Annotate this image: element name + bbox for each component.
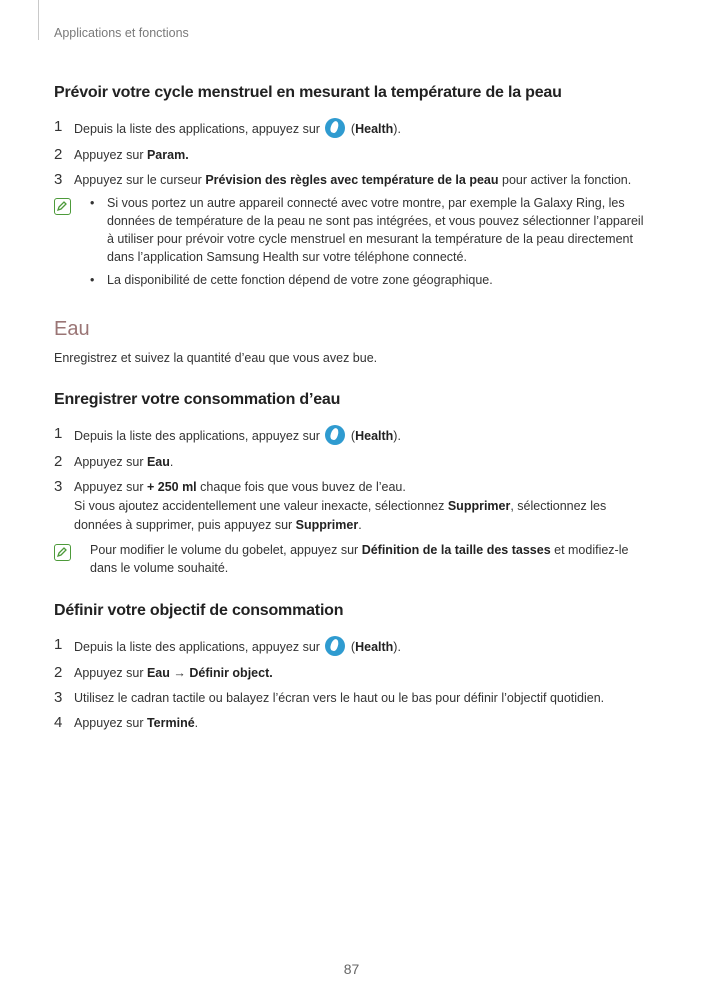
health-app-icon [325,425,345,445]
note-pencil-icon [54,544,71,561]
goal-step-4: 4 Appuyez sur Terminé. [54,714,199,731]
arrow-icon: → [169,666,190,680]
cycle-heading: Prévoir votre cycle menstruel en mesurant la température de la peau [54,84,562,101]
record-step-2: 2 Appuyez sur Eau. [54,453,174,470]
cycle-step-3: 3 Appuyez sur le curseur Prévision des règles avec température de la peau pour activer la fonction. [54,171,632,188]
goal-step-2: 2 Appuyez sur Eau → Définir object. [54,664,273,681]
goal-step-3: 3 Utilisez le cadran tactile ou balayez l’écran vers le haut ou le bas pour définir l’objectif quotidien. [54,689,605,706]
running-header: Applications et fonctions [54,26,189,40]
note-pencil-icon [54,198,71,215]
health-app-icon [325,636,345,656]
goal-heading: Définir votre objectif de consommation [54,602,344,619]
cycle-step-1: 1 Depuis la liste des applications, appuyez sur (Health). [54,118,401,136]
cycle-note-2: • La disponibilité de cette fonction dépend de votre zone géographique. [90,273,493,287]
goal-step-1: 1 Depuis la liste des applications, appuyez sur (Health). [54,636,401,654]
water-intro: Enregistrez et suivez la quantité d’eau que vous avez bue. [54,351,378,365]
record-note: Pour modifier le volume du gobelet, appuyez sur Définition de la taille des tasses et modifiez-le dans le volume souhaité. [90,543,629,575]
step-number: 1 [54,118,63,135]
cycle-step-2: 2 Appuyez sur Param. [54,146,189,163]
record-heading: Enregistrer votre consommation d’eau [54,391,341,408]
health-app-icon [325,118,345,138]
record-step-1: 1 Depuis la liste des applications, appuyez sur (Health). [54,425,401,443]
cycle-note-1: • Si vous portez un autre appareil connecté avec votre montre, par exemple la Galaxy Ring, les données de température de la peau ne sont pas intégrées, et vous pouvez sélectionner l’appareil à utiliser pour prévoir votre cycle menstruel en mesurant la température de la peau directement dans l’application Samsung Health sur votre téléphone connecté. [90,196,644,264]
water-heading: Eau [54,318,90,340]
header-rule [38,0,39,40]
record-step-3: 3 Appuyez sur + 250 ml chaque fois que vous buvez de l’eau. Si vous ajoutez accidentellement une valeur inexacte, sélectionnez Supprimer, sélectionnez les données à supprimer, puis appuyez sur Supprimer. [54,478,607,532]
page-number: 87 [343,961,360,977]
